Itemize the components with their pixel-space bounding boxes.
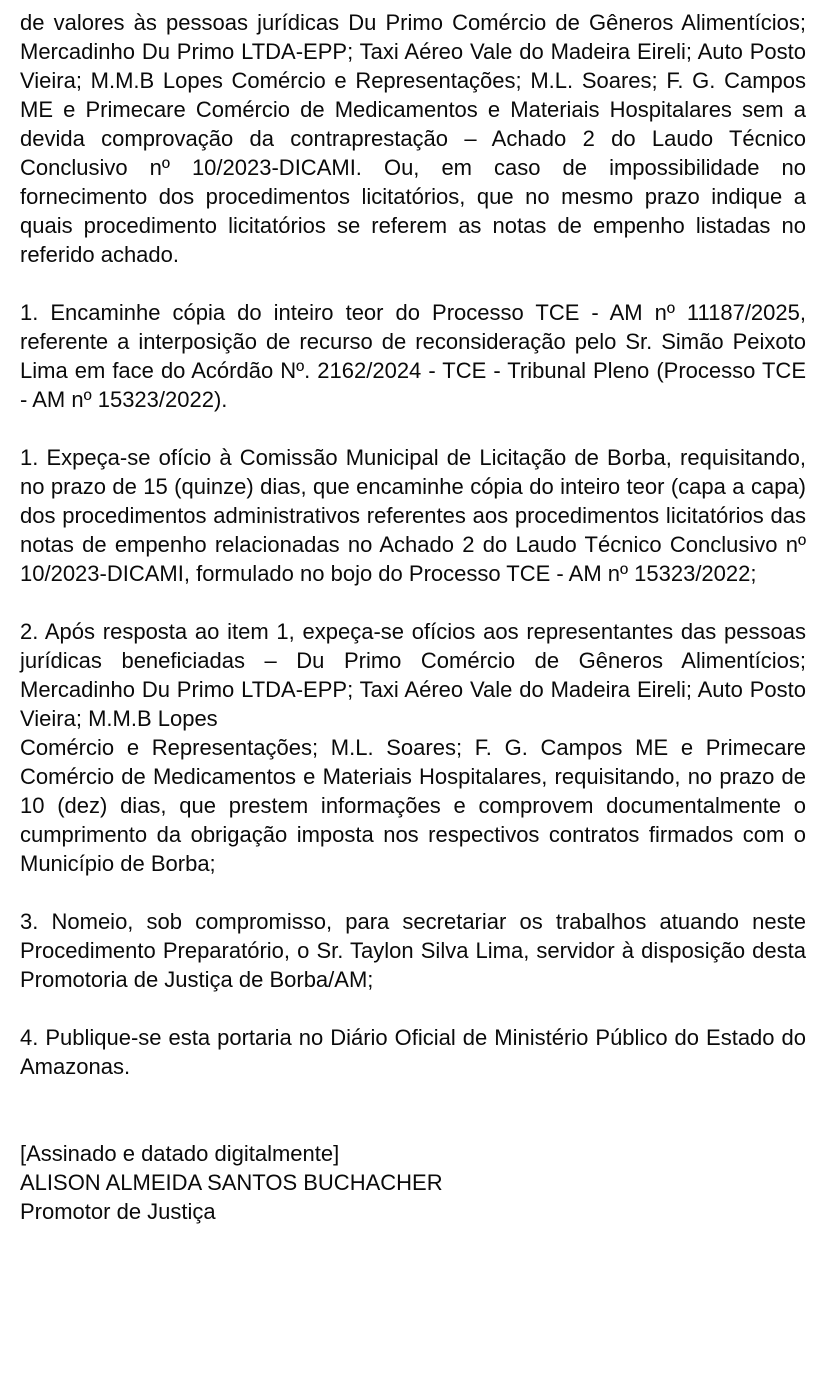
- paragraph-item-encaminhe: 1. Encaminhe cópia do inteiro teor do Processo TCE - AM nº 11187/2025, referente a interposição de recurso de reconsideração pelo Sr. Simão Peixoto Lima em face do Acórdão Nº. 2162/2024 - TCE - Tribunal Pleno (Processo TCE - AM nº 15323/2022).: [20, 300, 806, 412]
- paragraph-item-4: 4. Publique-se esta portaria no Diário Oficial de Ministério Público do Estado do Amazonas.: [20, 1025, 806, 1079]
- signature-role: Promotor de Justiça: [20, 1199, 216, 1224]
- paragraph-item-2-segment-2: Comércio e Representações; M.L. Soares; F. G. Campos ME e Primecare Comércio de Medicamentos e Materiais Hospitalares, requisitando, no prazo de 10 (dez) dias, que prestem informações e comprovem documentalmente o cumprimento da obrigação imposta nos respectivos contratos firmados com o Município de Borba;: [20, 735, 806, 876]
- paragraph-item-2-segment-1: 2. Após resposta ao item 1, expeça-se ofícios aos representantes das pessoas jurídicas beneficiadas – Du Primo Comércio de Gêneros Alimentícios; Mercadinho Du Primo LTDA-EPP; Taxi Aéreo Vale do Madeira Eireli; Auto Posto Vieira; M.M.B Lopes: [20, 619, 806, 731]
- paragraph-item-3: 3. Nomeio, sob compromisso, para secretariar os trabalhos atuando neste Procedimento Preparatório, o Sr. Taylon Silva Lima, servidor à disposição desta Promotoria de Justiça de Borba/AM;: [20, 909, 806, 992]
- signature-name: ALISON ALMEIDA SANTOS BUCHACHER: [20, 1170, 443, 1195]
- paragraph-continuation: de valores às pessoas jurídicas Du Primo Comércio de Gêneros Alimentícios; Mercadinho Du Primo LTDA-EPP; Taxi Aéreo Vale do Madeira Eireli; Auto Posto Vieira; M.M.B Lopes Comércio e Representações; M.L. Soares; F. G. Campos ME e Primecare Comércio de Medicamentos e Materiais Hospitalares sem a devida comprovação da contraprestação – Achado 2 do Laudo Técnico Conclusivo nº 10/2023-DICAMI. Ou, em caso de impossibilidade no fornecimento dos procedimentos licitatórios, que no mesmo prazo indique a quais procedimento licitatórios se referem as notas de empenho listadas no referido achado.: [20, 10, 806, 267]
- signature-block: [20, 1139, 806, 1226]
- paragraph-item-1: 1. Expeça-se ofício à Comissão Municipal de Licitação de Borba, requisitando, no prazo de 15 (quinze) dias, que encaminhe cópia do inteiro teor (capa a capa) dos procedimentos administrativos referentes aos procedimentos licitatórios das notas de empenho relacionadas no Achado 2 do Laudo Técnico Conclusivo nº 10/2023-DICAMI, formulado no bojo do Processo TCE - AM nº 15323/2022;: [20, 445, 806, 586]
- signature-stamp: [Assinado e datado digitalmente]: [20, 1141, 340, 1166]
- paragraph-item-2: [20, 617, 806, 878]
